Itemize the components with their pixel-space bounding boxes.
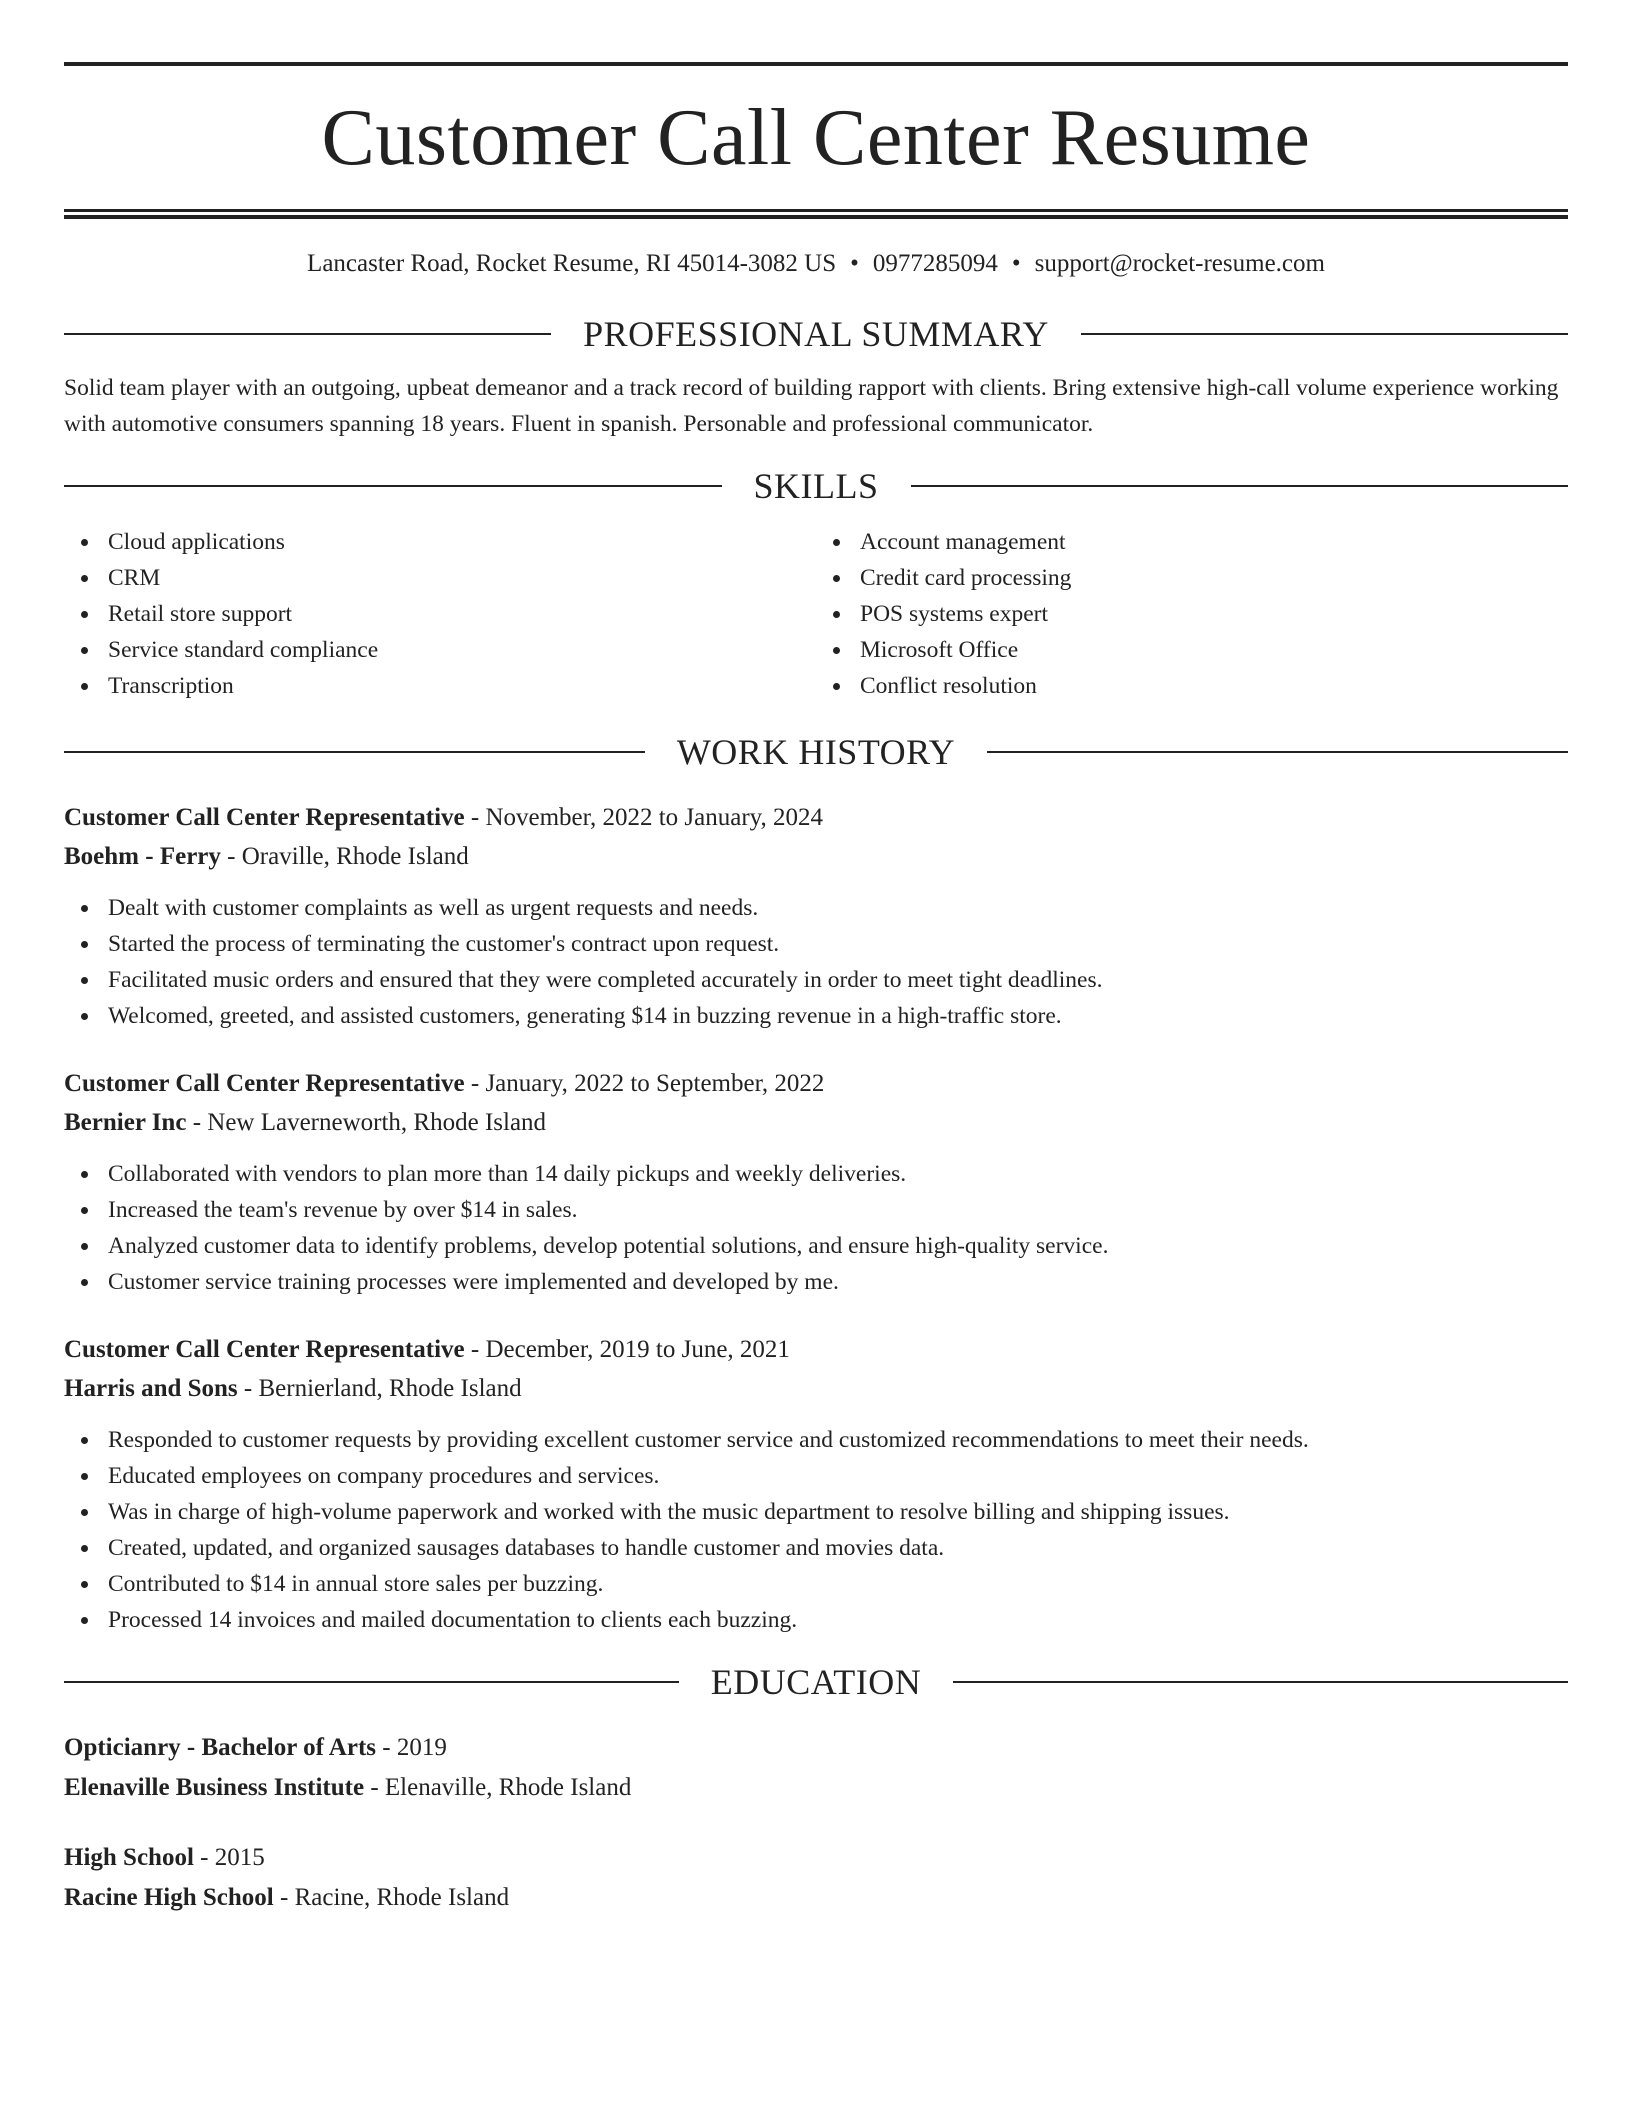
job-company-line bbox=[64, 1103, 1568, 1142]
job-duty: Contributed to $14 in annual store sales per buzzing. bbox=[64, 1566, 1568, 1602]
summary-section-heading bbox=[64, 312, 1568, 356]
education-year: - 2015 bbox=[193, 1844, 265, 1871]
education-school: Racine High School bbox=[64, 1884, 274, 1911]
contact-phone: 0977285094 bbox=[872, 250, 998, 277]
job-dates: - November, 2022 to January, 2024 bbox=[464, 804, 824, 831]
job-title-line bbox=[64, 1330, 1568, 1369]
skills-column-1 bbox=[64, 524, 816, 704]
contact-address: Lancaster Road, Rocket Resume, RI 45014-3082 US bbox=[307, 250, 837, 277]
summary-heading-label: PROFESSIONAL SUMMARY bbox=[583, 314, 1049, 354]
heading-rule bbox=[64, 1681, 679, 1683]
education-school: Elenaville Business Institute bbox=[64, 1774, 365, 1801]
education-degree: High School bbox=[64, 1844, 194, 1871]
heading-rule bbox=[1081, 333, 1568, 335]
education-section-heading bbox=[64, 1660, 1568, 1704]
skill-item: POS systems expert bbox=[816, 596, 1568, 632]
job-location: - New Laverneworth, Rhode Island bbox=[186, 1109, 547, 1136]
skill-item: Retail store support bbox=[64, 596, 816, 632]
education-heading-label: EDUCATION bbox=[710, 1662, 922, 1702]
job-entry bbox=[64, 1064, 1568, 1300]
heading-rule bbox=[987, 751, 1568, 753]
job-duty: Started the process of terminating the customer's contract upon request. bbox=[64, 926, 1568, 962]
job-location: - Bernierland, Rhode Island bbox=[237, 1375, 522, 1402]
contact-line bbox=[64, 248, 1568, 280]
work-section-heading bbox=[64, 730, 1568, 774]
education-entry bbox=[64, 1728, 1568, 1808]
education-degree: Opticianry - Bachelor of Arts bbox=[64, 1734, 376, 1761]
job-duty: Increased the team's revenue by over $14 in sales. bbox=[64, 1192, 1568, 1228]
skills-list bbox=[64, 524, 1568, 704]
job-company: Harris and Sons bbox=[64, 1375, 238, 1402]
skills-section-heading bbox=[64, 464, 1568, 508]
job-duty: Was in charge of high-volume paperwork and worked with the music department to resolve billing and shipping issues. bbox=[64, 1494, 1568, 1530]
heading-rule bbox=[911, 485, 1569, 487]
skills-column-2 bbox=[816, 524, 1568, 704]
job-duty: Facilitated music orders and ensured that they were completed accurately in order to meet tight deadlines. bbox=[64, 962, 1568, 998]
education-degree-line bbox=[64, 1838, 1568, 1878]
contact-separator: • bbox=[1011, 250, 1021, 277]
job-title: Customer Call Center Representative bbox=[64, 804, 465, 831]
job-title: Customer Call Center Representative bbox=[64, 1070, 465, 1097]
job-duty: Created, updated, and organized sausages databases to handle customer and movies data. bbox=[64, 1530, 1568, 1566]
skill-item: Transcription bbox=[64, 668, 816, 704]
skill-item: Credit card processing bbox=[816, 560, 1568, 596]
work-heading-label: WORK HISTORY bbox=[676, 732, 956, 772]
job-duty: Collaborated with vendors to plan more than 14 daily pickups and weekly deliveries. bbox=[64, 1156, 1568, 1192]
title-double-rule bbox=[64, 209, 1568, 219]
job-company: Boehm - Ferry bbox=[64, 843, 221, 870]
job-company: Bernier Inc bbox=[64, 1109, 187, 1136]
job-dates: - January, 2022 to September, 2022 bbox=[464, 1070, 825, 1097]
heading-rule bbox=[64, 485, 722, 487]
job-duties bbox=[64, 1422, 1568, 1638]
skills-heading-label: SKILLS bbox=[753, 466, 879, 506]
job-duty: Responded to customer requests by providing excellent customer service and customized recommendations to meet their needs. bbox=[64, 1422, 1568, 1458]
contact-separator: • bbox=[850, 250, 859, 277]
skill-item: Account management bbox=[816, 524, 1568, 560]
education-school-line bbox=[64, 1768, 1568, 1808]
skill-item: Service standard compliance bbox=[64, 632, 816, 668]
heading-rule bbox=[953, 1681, 1568, 1683]
job-entry bbox=[64, 798, 1568, 1034]
education-location: - Racine, Rhode Island bbox=[273, 1884, 510, 1911]
job-entry bbox=[64, 1330, 1568, 1638]
job-title: Customer Call Center Representative bbox=[64, 1336, 465, 1363]
job-duty: Dealt with customer complaints as well as urgent requests and needs. bbox=[64, 890, 1568, 926]
education-school-line bbox=[64, 1878, 1568, 1918]
heading-rule bbox=[64, 333, 551, 335]
job-company-line bbox=[64, 1369, 1568, 1408]
job-duty: Analyzed customer data to identify problems, develop potential solutions, and ensure high-quality service. bbox=[64, 1228, 1568, 1264]
job-duty: Processed 14 invoices and mailed documentation to clients each buzzing. bbox=[64, 1602, 1568, 1638]
job-title-line bbox=[64, 798, 1568, 837]
skill-item: Microsoft Office bbox=[816, 632, 1568, 668]
job-dates: - December, 2019 to June, 2021 bbox=[464, 1336, 790, 1363]
education-location: - Elenaville, Rhode Island bbox=[364, 1774, 632, 1801]
skill-item: CRM bbox=[64, 560, 816, 596]
education-degree-line bbox=[64, 1728, 1568, 1768]
job-duties bbox=[64, 890, 1568, 1034]
job-company-line bbox=[64, 837, 1568, 876]
education-year: - 2019 bbox=[376, 1734, 447, 1761]
education-entry bbox=[64, 1838, 1568, 1918]
job-duties bbox=[64, 1156, 1568, 1300]
job-location: - Oraville, Rhode Island bbox=[220, 843, 469, 870]
job-duty: Educated employees on company procedures and services. bbox=[64, 1458, 1568, 1494]
skill-item: Conflict resolution bbox=[816, 668, 1568, 704]
professional-summary: Solid team player with an outgoing, upbeat demeanor and a track record of building rapport with clients. Bring extensive high-call volume experience working with automotive consumers spanning 18 years. Fluent in spanish. Personable and professional communicator. bbox=[64, 375, 1559, 437]
skill-item: Cloud applications bbox=[64, 524, 816, 560]
job-duty: Customer service training processes were implemented and developed by me. bbox=[64, 1264, 1568, 1300]
job-duty: Welcomed, greeted, and assisted customers, generating $14 in buzzing revenue in a high-traffic store. bbox=[64, 998, 1568, 1034]
job-title-line bbox=[64, 1064, 1568, 1103]
contact-email[interactable]: support@rocket-resume.com bbox=[1034, 250, 1325, 277]
top-rule bbox=[64, 62, 1568, 66]
heading-rule bbox=[64, 751, 645, 753]
resume-title: Customer Call Center Resume bbox=[321, 94, 1311, 182]
